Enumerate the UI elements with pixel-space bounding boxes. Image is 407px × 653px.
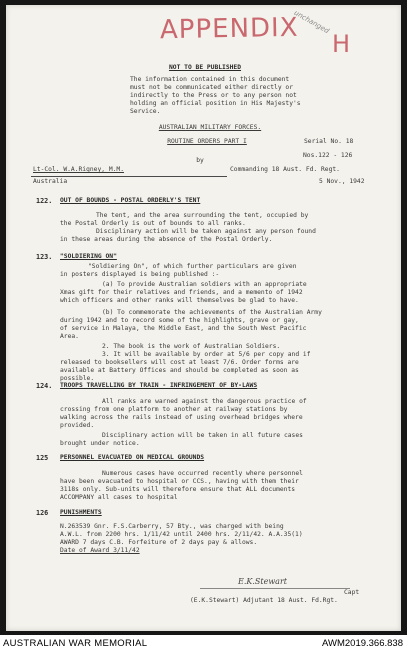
order-text-line: which officers and other ranks will themselves be glad to have.	[60, 297, 299, 304]
order-heading: "SOLDIERING ON"	[60, 253, 117, 260]
order-text-line: The tent, and the area surrounding the tent, occupied by	[96, 212, 309, 219]
order-text-line: Numerous cases have occurred recently where personnel	[102, 470, 303, 477]
order-number: 123.	[36, 253, 53, 261]
orders-title: ROUTINE ORDERS PART I	[167, 138, 247, 145]
order-text-line: N.263539 Gnr. F.S.Carberry, 57 Bty., was charged with being	[60, 523, 284, 530]
order-text-line: 3. It will be available by order at 5/6 per copy and if	[102, 351, 311, 358]
order-text-line: 3118s only. Sub-units will therefore ensure that ALL documents	[60, 486, 296, 493]
order-text-line: (a) To provide Australian soldiers with an appropriate	[102, 281, 307, 288]
handwritten-signature: E.K.Stewart	[238, 577, 287, 586]
order-text-line: "Soldiering On", of which further particulars are given	[88, 263, 297, 270]
order-text-line: Disciplinary action will be taken in all future cases	[102, 432, 303, 439]
signature-name: (E.K.Stewart) Adjutant 18 Aust. Fd.Rgt.	[190, 597, 338, 604]
notice-line: holding an official position in His Majesty's	[130, 100, 301, 107]
order-text-line: in posters displayed is being published :-	[60, 271, 220, 278]
order-heading: PERSONNEL EVACUATED ON MEDICAL GROUNDS	[60, 454, 205, 461]
order-number: 125	[36, 454, 49, 462]
signature-line	[200, 588, 350, 589]
appendix-annotation: APPENDIX	[159, 12, 299, 46]
institution-label: AUSTRALIAN WAR MEMORIAL	[3, 638, 148, 649]
notice-line: Service.	[130, 108, 161, 115]
order-text-line: crossing from one platform to another at railway stations by	[60, 406, 288, 413]
notice-line: indirectly to the Press or to any person not	[130, 92, 297, 99]
order-text-line: All ranks are warned against the dangerous practice of	[102, 398, 307, 405]
order-heading: TROOPS TRAVELLING BY TRAIN - INFRINGEMENT OF BY-LAWS	[60, 382, 258, 389]
order-text-line: Disciplinary action will be taken against any person found	[96, 228, 316, 235]
by-label: by	[196, 157, 204, 164]
order-text-line: have been evacuated to hospital or CCS., having with them their	[60, 478, 299, 485]
appendix-number-annotation: H	[332, 30, 351, 58]
order-heading: OUT OF BOUNDS - POSTAL ORDERLY'S TENT	[60, 197, 201, 204]
pencil-note: unchanged	[292, 8, 331, 36]
restricted-heading: NOT TO BE PUBLISHED	[168, 64, 242, 71]
order-text-line: brought under notice.	[60, 440, 140, 447]
order-text-line: provided.	[60, 422, 95, 429]
order-text-line: possible.	[60, 375, 95, 382]
order-text-line: available at Battery Offices and should be completed as soon as	[60, 367, 299, 374]
commanding-unit: Commanding 18 Aust. Fd. Regt.	[230, 166, 340, 173]
order-number: 126	[36, 509, 49, 517]
order-text-line: (b) To commemorate the achievements of the Australian Army	[102, 309, 322, 316]
order-number: 124.	[36, 382, 53, 390]
order-text-line: Area.	[60, 333, 79, 340]
date: 5 Nov., 1942	[319, 178, 365, 185]
divider	[31, 176, 227, 177]
signature-rank: Capt	[344, 589, 360, 596]
accession-number: AWM2019.366.838	[322, 638, 403, 649]
order-text-line: Xmas gift for their relatives and friends, and a memento of 1942	[60, 289, 303, 296]
order-text-line: during 1942 and to record some of the highlights, grave or gay,	[60, 317, 299, 324]
order-text-line: released to booksellers will cost at least 7/6. Order forms are	[60, 359, 299, 366]
place: Australia	[33, 178, 68, 185]
order-text-line: walking across the rails instead of using overhead bridges where	[60, 414, 303, 421]
force-title: AUSTRALIAN MILITARY FORCES.	[158, 124, 262, 131]
order-text-line: 2. The book is the work of Australian Soldiers.	[102, 343, 281, 350]
order-text-line: in these areas during the absence of the Postal Orderly.	[60, 236, 273, 243]
order-text-line: Date of Award 3/11/42	[60, 547, 140, 554]
order-text-line: A.W.L. from 2200 hrs. 1/11/42 until 2400 hrs. 2/11/42. A.A.35(1)	[60, 531, 303, 538]
order-text-line: ACCOMPANY all cases to hospital	[60, 494, 178, 501]
order-text-line: AWARD 7 days C.B. Forfeiture of 2 days pay & allows.	[60, 539, 258, 546]
serial-number: Serial No. 18	[304, 138, 354, 145]
commander-name: Lt-Col. W.A.Rigney, M.M.	[33, 166, 124, 173]
order-text-line: of service in Malaya, the Middle East, and the South West Pacific	[60, 325, 307, 332]
order-text-line: the Postal Orderly is out of bounds to all ranks.	[60, 220, 246, 227]
notice-line: must not be communicated either directly or	[130, 84, 294, 91]
notice-line: The information contained in this document	[130, 76, 290, 83]
order-number: 122.	[36, 197, 53, 205]
order-range: Nos.122 - 126	[303, 152, 353, 159]
order-heading: PUNISHMENTS	[60, 509, 102, 516]
